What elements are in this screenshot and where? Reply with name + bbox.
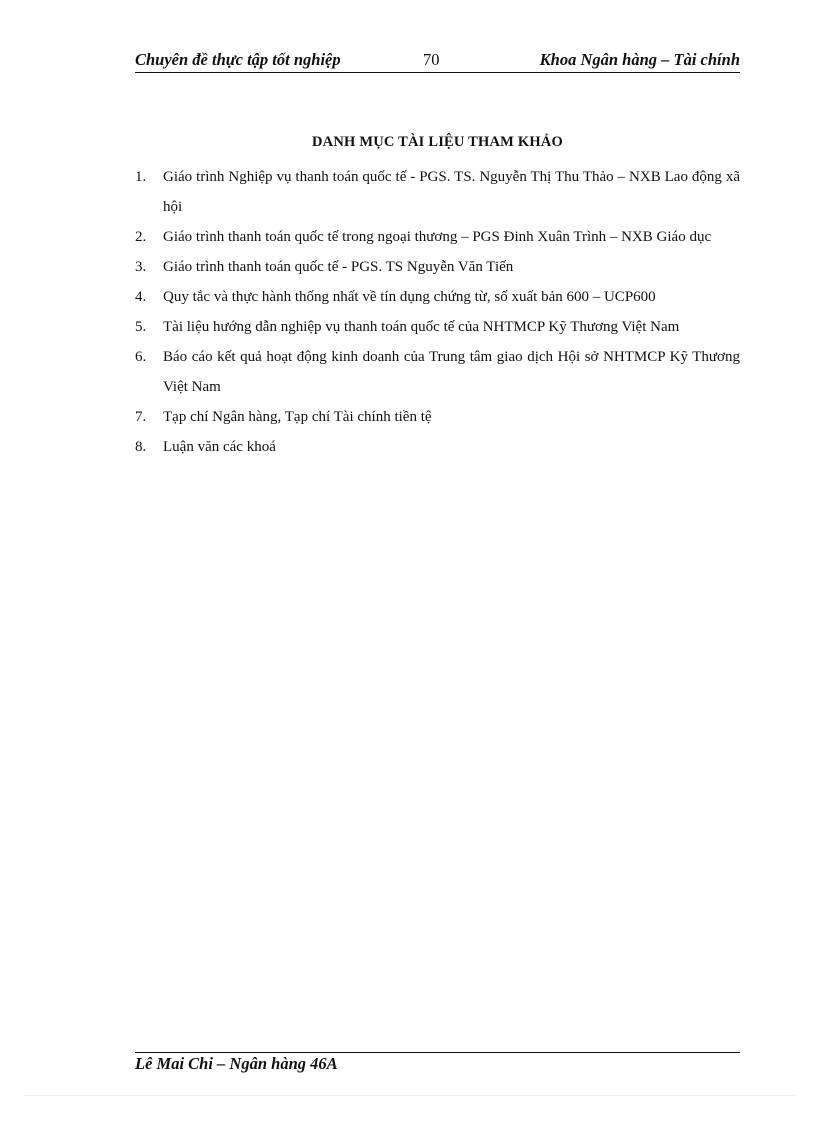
reference-item [135,222,740,252]
references-title: DANH MỤC TÀI LIỆU THAM KHẢO [312,134,563,150]
page-edge-divider [25,1095,795,1096]
page-footer: Lê Mai Chi – Ngân hàng 46A [135,1054,338,1073]
reference-item [135,342,740,402]
header-faculty: Khoa Ngân hàng – Tài chính [539,50,740,69]
reference-text: Giáo trình thanh toán quốc tế - PGS. TS Nguyễn Văn Tiến [163,259,514,275]
reference-number: 7. [135,409,147,425]
page-header [135,48,740,73]
reference-item [135,252,740,282]
reference-number: 5. [135,319,147,335]
reference-number: 3. [135,259,147,275]
reference-number: 1. [135,169,147,185]
reference-number: 2. [135,229,147,245]
reference-list [135,162,740,462]
reference-item [135,312,740,342]
reference-number: 4. [135,289,147,305]
reference-text: Tạp chí Ngân hàng, Tạp chí Tài chính tiền tệ [163,409,432,425]
reference-text: Quy tắc và thực hành thống nhất về tín dụng chứng từ, số xuất bản 600 – UCP600 [163,289,656,305]
reference-item [135,162,740,222]
reference-text: Luận văn các khoá [163,439,276,455]
reference-text: Tài liệu hướng dẫn nghiệp vụ thanh toán quốc tế của NHTMCP Kỹ Thương Việt Nam [163,319,680,335]
footer-divider [135,1052,740,1053]
header-thesis-title: Chuyên đề thực tập tốt nghiệp [135,50,341,69]
page-number: 70 [423,50,440,69]
reference-number: 6. [135,349,147,365]
reference-text: Giáo trình Nghiệp vụ thanh toán quốc tế - PGS. TS. Nguyễn Thị Thu Thảo – NXB Lao động xã hội [163,169,740,215]
reference-item [135,432,740,462]
reference-text: Báo cáo kết quả hoạt động kinh doanh của Trung tâm giao dịch Hội sở NHTMCP Kỹ Thương Việt Nam [163,349,740,395]
reference-number: 8. [135,439,147,455]
reference-item [135,402,740,432]
reference-item [135,282,740,312]
reference-text: Giáo trình thanh toán quốc tế trong ngoại thương – PGS Đinh Xuân Trình – NXB Giáo dục [163,229,712,245]
